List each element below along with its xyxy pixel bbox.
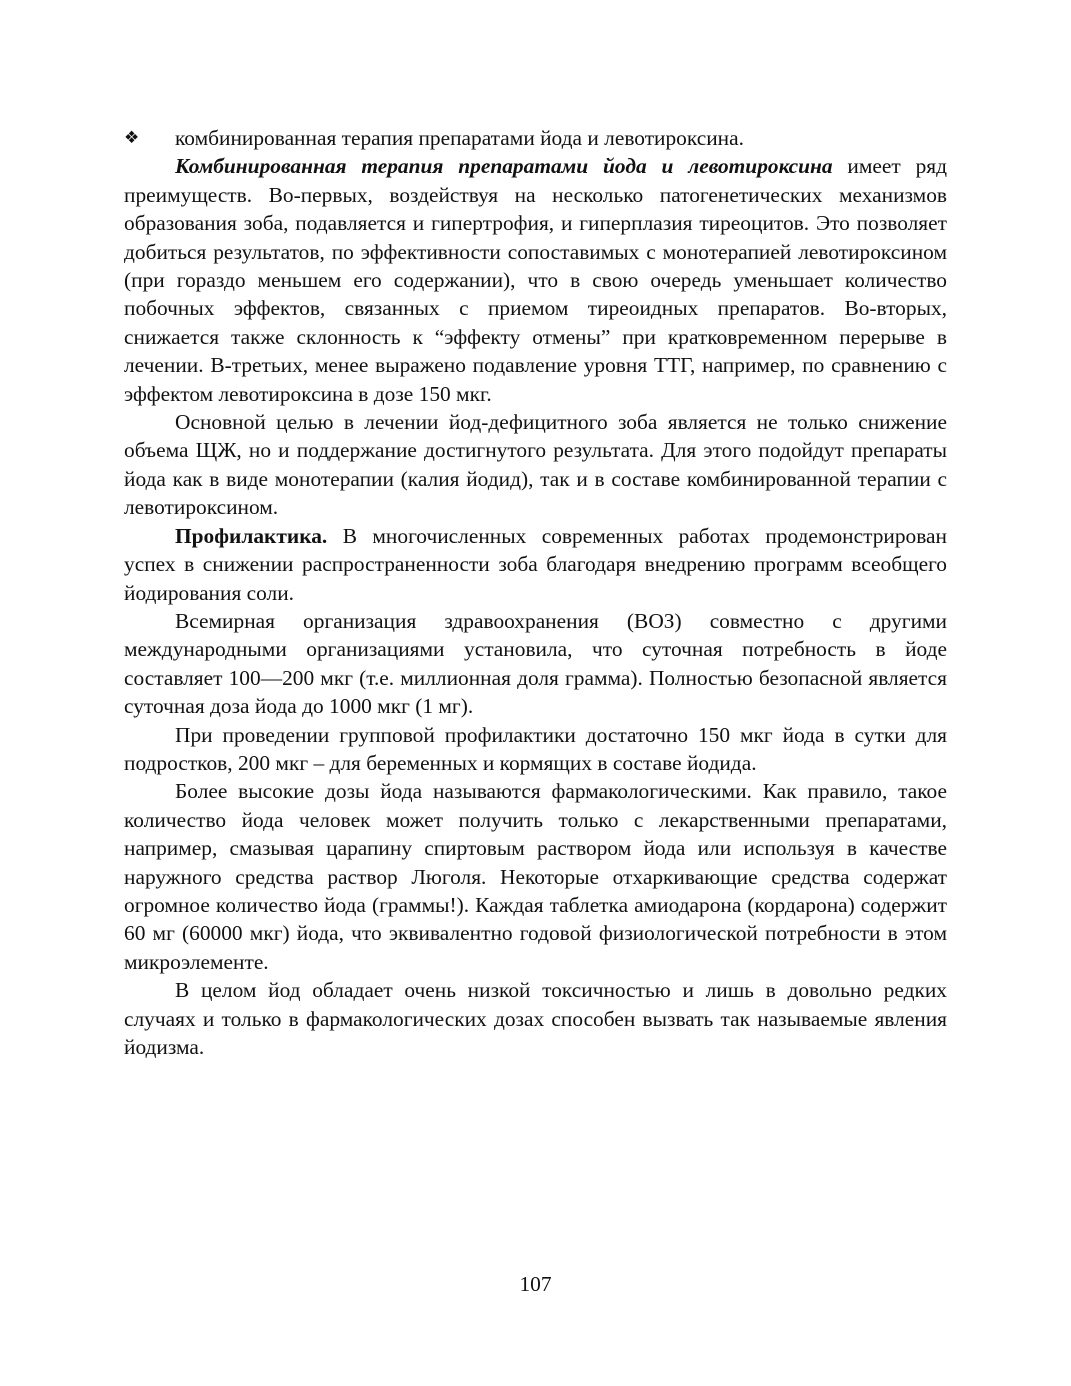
paragraph-text: В многочисленных современных работах продемонстрирован успех в снижении распространенности зоба благодаря внедрению программ всеобщего йодирования соли.: [124, 523, 947, 605]
paragraph-group-prophylaxis: [124, 721, 947, 778]
diamond-bullet-icon: ❖: [124, 128, 140, 148]
paragraph-text: Основной целью в лечении йод-дефицитного зоба является не только снижение объема ЩЖ, но и поддержание достигнутого результата. Для этого подойдут препараты йода как в виде монотерапии (калия йодид), так и в составе комбинированной терапии с левотироксином.: [124, 410, 947, 520]
paragraph-text: Более высокие дозы йода называются фармакологическими. Как правило, такое количество йода человек может получить только с лекарственными препаратами, например, смазывая царапину спиртовым раствором йода или используя в качестве наружного средства раствор Люголя. Некоторые отхаркивающие средства содержат огромное количество йода (граммы!). Каждая таблетка амиодарона (кордарона) содержит 60 мг (60000 мкг) йода, что эквивалентно годовой физиологической потребности в этом микроэлементе.: [124, 779, 947, 974]
paragraph-treatment-goal: [124, 408, 947, 522]
paragraph-who-requirement: [124, 607, 947, 721]
paragraph-lead-bold: Профилактика.: [175, 523, 328, 548]
body-text: [124, 124, 947, 1061]
paragraph-text: В целом йод обладает очень низкой токсичностью и лишь в довольно редких случаях и только в фармакологических дозах способен вызвать так называемые явления йодизма.: [124, 978, 947, 1059]
paragraph-text: имеет ряд преимуществ. Во-первых, воздействуя на несколько патогенетических механизмов образования зоба, подавляется и гипертрофия, и гиперплазия тиреоцитов. Это позволяет добиться результатов, по эффективности сопоставимых с монотерапией левотироксином (при гораздо меньшем его содержании), что в свою очередь уменьшает количество побочных эффектов, связанных с приемом тиреоидных препаратов. Во-вторых, снижается также склонность к “эффекту отмены” при кратковременном перерыве в лечении. В-третьих, менее выражено подавление уровня ТТГ, например, по сравнению с эффектом левотироксина в дозе 150 мкг.: [124, 154, 947, 406]
paragraph-pharmacological-doses: [124, 777, 947, 976]
page-number: 107: [519, 1272, 552, 1296]
bullet-list-item: [124, 124, 947, 152]
bullet-text: комбинированная терапия препаратами йода и левотироксина.: [175, 126, 744, 150]
paragraph-combined-therapy: [124, 152, 947, 408]
paragraph-prophylaxis: [124, 522, 947, 607]
paragraph-text: При проведении групповой профилактики достаточно 150 мкг йода в сутки для подростков, 200 мкг – для беременных и кормящих в составе йодида.: [124, 722, 947, 775]
paragraph-lead-bold-italic: Комбинированная терапия препаратами йода и левотироксина: [175, 154, 833, 179]
paragraph-iodism: [124, 976, 947, 1061]
paragraph-text: Всемирная организация здравоохранения (ВОЗ) совместно с другими международными организациями установила, что суточная потребность в йоде составляет 100—200 мкг (т.е. миллионная доля грамма). Полностью безопасной является суточная доза йода до 1000 мкг (1 мг).: [124, 608, 947, 719]
